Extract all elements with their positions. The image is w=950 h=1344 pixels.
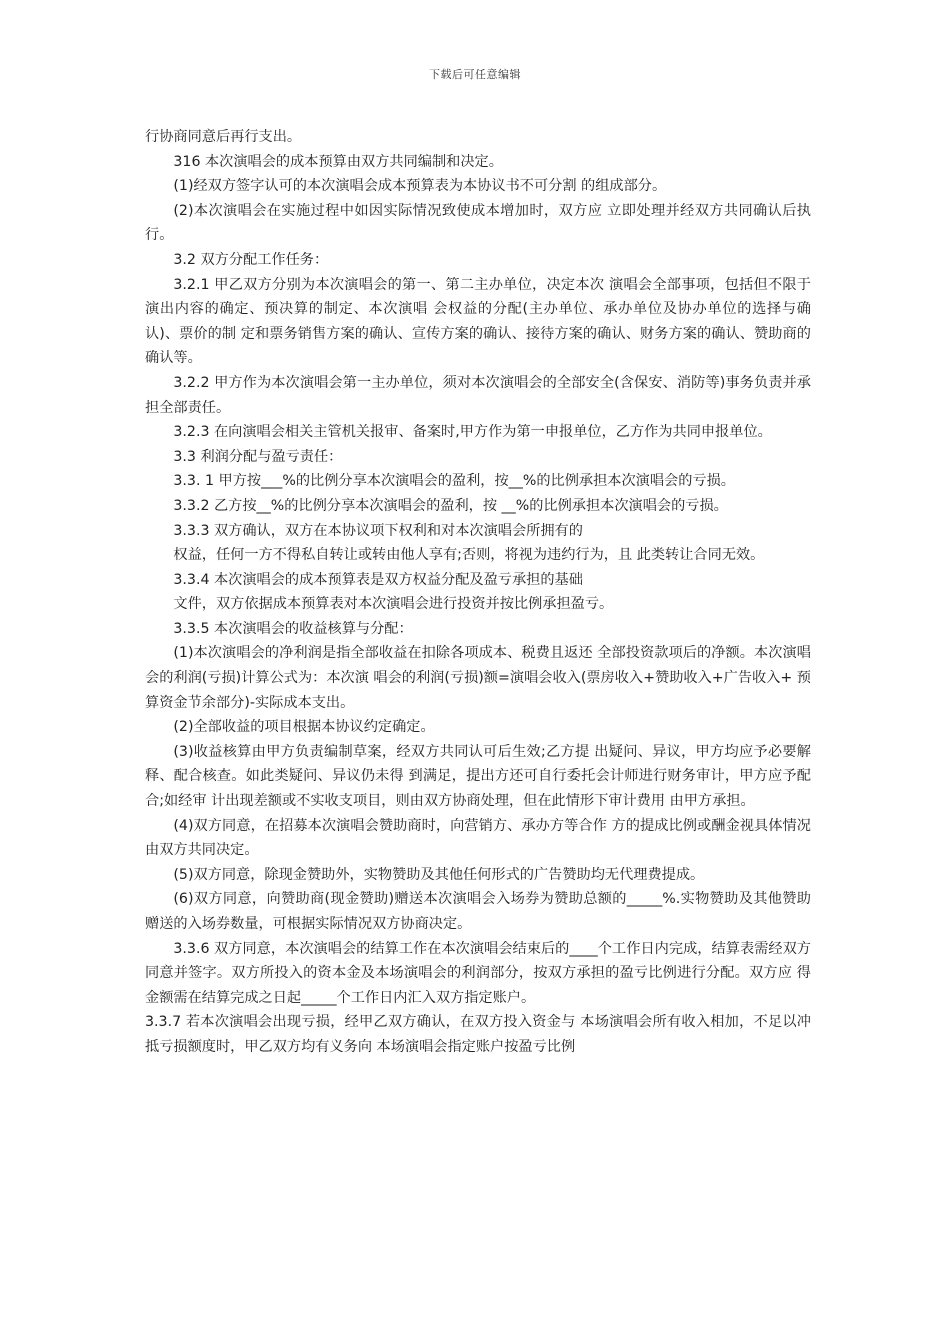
paragraph: 3.3.6 双方同意，本次演唱会的结算工作在本次演唱会结束后的____个工作日内完成，结算表需经双方同意并签字。双方所投入的资本金及本场演唱会的利润部分，按双方承担的盈亏比例进行分配。双方应 得金额需在结算完成之日起_____个工作日内汇入双方指定账户。 [145, 940, 811, 1006]
paragraph: 3.3.3 双方确认，双方在本协议项下权利和对本次演唱会所拥有的 [173, 522, 583, 539]
paragraph: 3.3. 1 甲方按___%的比例分享本次演唱会的盈利，按__%的比例承担本次演唱会的亏损。 [173, 473, 735, 490]
paragraph: (1)本次演唱会的净利润是指全部收益在扣除各项成本、税费且返还 全部投资款项后的净额。本次演唱会的利润(亏损)计算公式为：本次演 唱会的利润(亏损)额=演唱会收入(票房收入+赞助收入+广告收入+ 预算资金节余部分)-实际成本支出。 [145, 645, 811, 711]
paragraph: 316 本次演唱会的成本预算由双方共同编制和决定。 [173, 153, 503, 170]
paragraph: (3)收益核算由甲方负责编制草案，经双方共同认可后生效;乙方提 出疑问、异议，甲方均应予必要解释、配合核查。如此类疑问、异议仍未得 到满足，提出方还可自行委托会计师进行财务审计，甲方应予配合;如经审 计出现差额或不实收支项目，则由双方协商处理，但在此情形下审计费用 由甲方承担。 [145, 743, 811, 810]
paragraph: (2)全部收益的项目根据本协议约定确定。 [173, 719, 435, 736]
paragraph: (2)本次演唱会在实施过程中如因实际情况致使成本增加时，双方应 立即处理并经双方共同确认后执行。 [145, 202, 811, 244]
paragraph: (5)双方同意，除现金赞助外，实物赞助及其他任何形式的广告赞助均无代理费提成。 [173, 866, 705, 883]
paragraph: 文件，双方依据成本预算表对本次演唱会进行投资并按比例承担盈亏。 [173, 596, 614, 613]
paragraph: 3.2.3 在向演唱会相关主管机关报审、备案时,甲方作为第一申报单位，乙方作为共同申报单位。 [173, 424, 772, 441]
paragraph: 3.2.1 甲乙双方分别为本次演唱会的第一、第二主办单位，决定本次 演唱会全部事项，包括但不限于演出内容的确定、预决算的制定、本次演唱 会权益的分配(主办单位、承办单位及协办单位的选择与确认)、票价的制 定和票务销售方案的确认、宣传方案的确认、接待方案的确认、财务方案的确认、赞助商的确认等。 [145, 276, 811, 367]
document-body [145, 125, 811, 1060]
paragraph: 3.2 双方分配工作任务： [173, 251, 329, 268]
paragraph: (4)双方同意，在招募本次演唱会赞助商时，向营销方、承办方等合作 方的提成比例或酬金视具体情况由双方共同决定。 [145, 817, 811, 859]
paragraph: (1)经双方签字认可的本次演唱会成本预算表为本协议书不可分割 的组成部分。 [173, 178, 667, 195]
paragraph: (6)双方同意，向赞助商(现金赞助)赠送本次演唱会入场券为赞助总额的_____%.实物赞助及其他赞助赠送的入场券数量，可根据实际情况双方协商决定。 [145, 891, 811, 932]
paragraph: 3.3.7 若本次演唱会出现亏损，经甲乙双方确认，在双方投入资金与 本场演唱会所有收入相加，不足以冲抵亏损额度时，甲乙双方均有义务向 本场演唱会指定账户按盈亏比例 [145, 1014, 811, 1055]
paragraph: 3.3.5 本次演唱会的收益核算与分配： [173, 620, 413, 637]
page-header-note: 下载后可任意编辑 [429, 68, 521, 81]
paragraph: 3.2.2 甲方作为本次演唱会第一主办单位，须对本次演唱会的全部安全(含保安、消防等)事务负责并承担全部责任。 [145, 374, 811, 416]
paragraph: 3.3.4 本次演唱会的成本预算表是双方权益分配及盈亏承担的基础 [173, 571, 583, 588]
paragraph: 权益，任何一方不得私自转让或转由他人享有;否则，将视为违约行为，且 此类转让合同无效。 [173, 547, 765, 564]
paragraph: 行协商同意后再行支出。 [145, 129, 302, 145]
paragraph: 3.3.2 乙方按__%的比例分享本次演唱会的盈利，按 __%的比例承担本次演唱会的亏损。 [173, 497, 728, 514]
paragraph: 3.3 利润分配与盈亏责任： [173, 448, 343, 465]
